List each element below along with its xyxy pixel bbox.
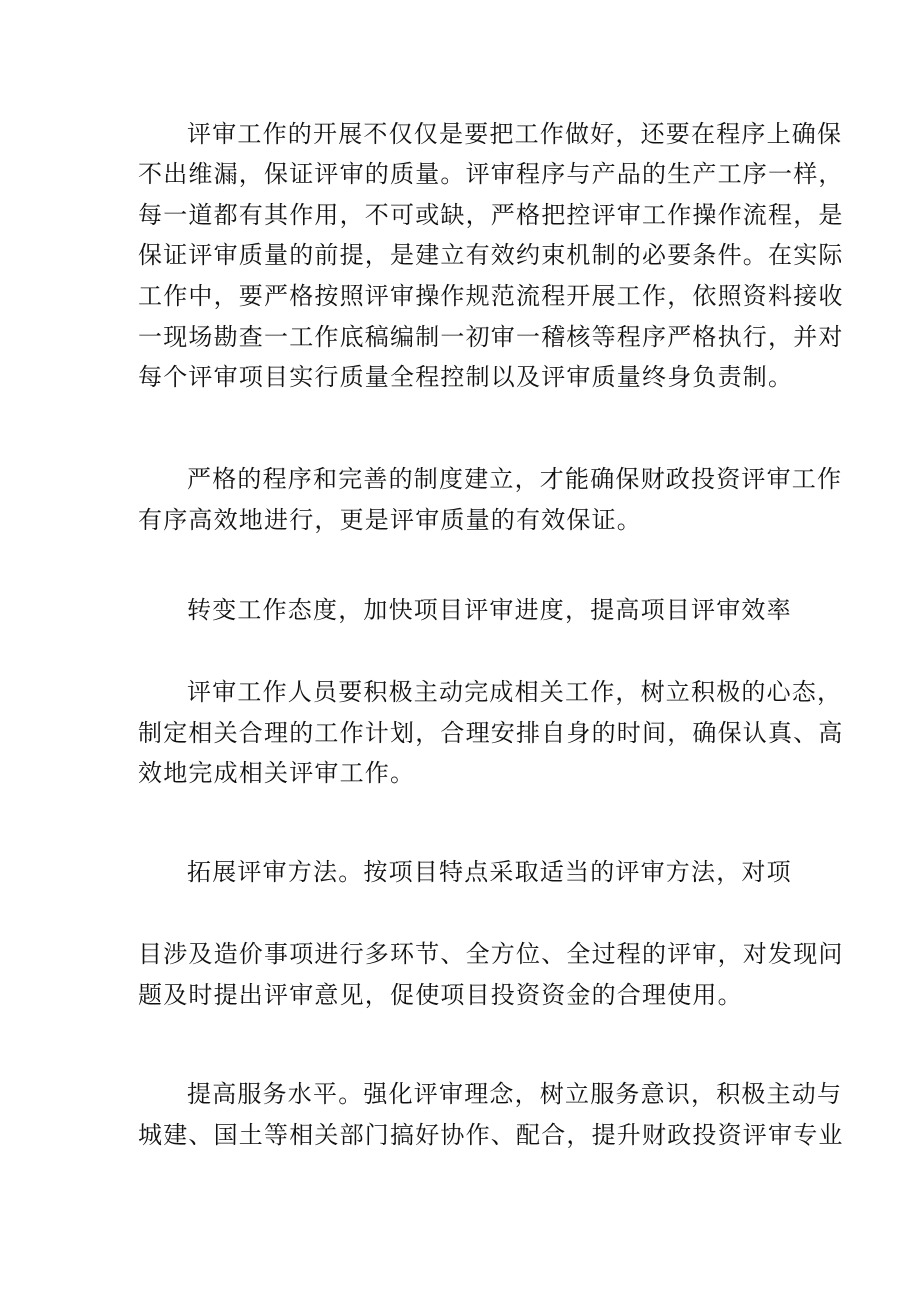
text-line: 评审工作人员要积极主动完成相关工作，树立积极的心态， [187,678,843,706]
text-line: 目涉及造价事项进行多环节、全方位、全过程的评审，对发现问 [138,940,844,968]
text-line: 评审工作的开展不仅仅是要把工作做好，还要在程序上确保 [187,120,843,148]
text-line: 提高服务水平。强化评审理念，树立服务意识，积极主动与 [187,1080,843,1108]
text-line: 制定相关合理的工作计划，合理安排自身的时间，确保认真、高 [138,719,844,747]
text-line: 一现场勘查一工作底稿编制一初审一稽核等程序严格执行，并对 [138,323,844,351]
text-line: 工作中，要严格按照评审操作规范流程开展工作，依照资料接收 [138,282,844,310]
text-line: 城建、国土等相关部门搞好协作、配合，提升财政投资评审专业 [138,1121,844,1149]
text-line: 严格的程序和完善的制度建立，才能确保财政投资评审工作 [187,465,843,493]
section-heading: 转变工作态度，加快项目评审进度，提高项目评审效率 [187,596,792,624]
text-line: 保证评审质量的前提，是建立有效约束机制的必要条件。在实际 [138,241,844,269]
text-line: 拓展评审方法。按项目特点采取适当的评审方法，对项 [187,858,792,886]
text-line: 题及时提出评审意见，促使项目投资资金的合理使用。 [138,981,743,1009]
text-line: 每一道都有其作用，不可或缺，严格把控评审工作操作流程，是 [138,201,844,229]
text-line: 有序高效地进行，更是评审质量的有效保证。 [138,506,642,534]
text-line: 不出维漏，保证评审的质量。评审程序与产品的生产工序一样， [138,160,844,188]
text-line: 效地完成相关评审工作。 [138,759,416,787]
text-line: 每个评审项目实行质量全程控制以及评审质量终身负责制。 [138,363,794,391]
